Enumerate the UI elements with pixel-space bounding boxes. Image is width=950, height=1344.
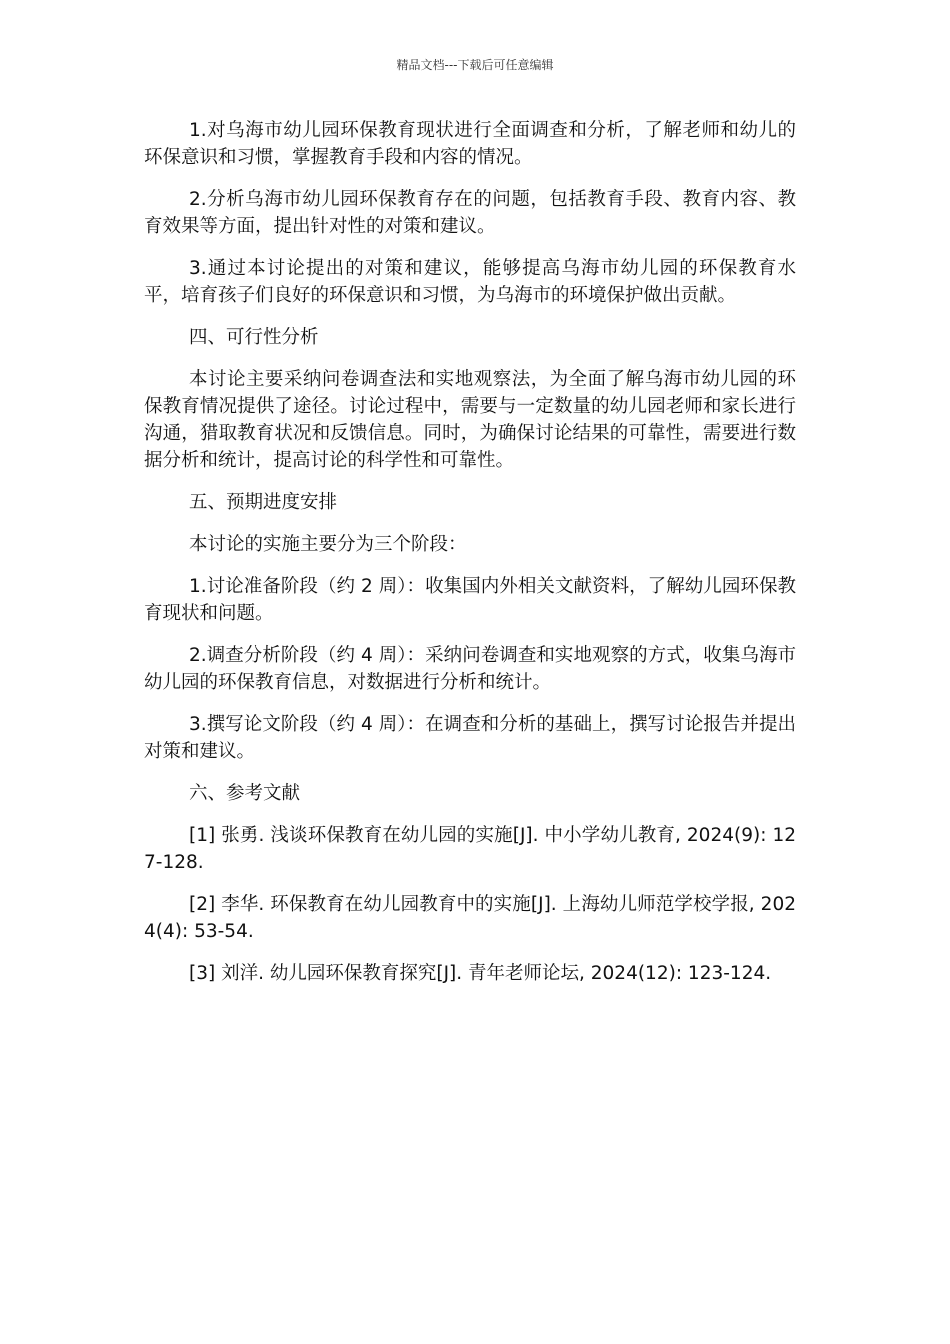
objective-item-2: 2.分析乌海市幼儿园环保教育存在的问题，包括教育手段、教育内容、教育效果等方面，提出针对性的对策和建议。	[144, 189, 796, 237]
section-heading-references: 六、参考文献	[189, 783, 301, 804]
document-body	[144, 117, 796, 1002]
reference-item-1: [1] 张勇. 浅谈环保教育在幼儿园的实施[J]. 中小学幼儿教育, 2024(9): 127-128.	[144, 825, 796, 873]
reference-item-2: [2] 李华. 环保教育在幼儿园教育中的实施[J]. 上海幼儿师范学校学报, 2024(4): 53-54.	[144, 894, 796, 942]
reference-item-3: [3] 刘洋. 幼儿园环保教育探究[J]. 青年老师论坛, 2024(12): 123-124.	[189, 963, 772, 984]
feasibility-paragraph: 本讨论主要采纳问卷调查法和实地观察法，为全面了解乌海市幼儿园的环保教育情况提供了途径。讨论过程中，需要与一定数量的幼儿园老师和家长进行沟通，猎取教育状况和反馈信息。同时，为确保讨论结果的可靠性，需要进行数据分析和统计，提高讨论的科学性和可靠性。	[144, 369, 796, 471]
schedule-intro: 本讨论的实施主要分为三个阶段：	[189, 534, 467, 555]
objective-item-3: 3.通过本讨论提出的对策和建议，能够提高乌海市幼儿园的环保教育水平，培育孩子们良好的环保意识和习惯，为乌海市的环境保护做出贡献。	[144, 258, 796, 306]
section-heading-schedule: 五、预期进度安排	[189, 492, 338, 513]
schedule-stage-1: 1.讨论准备阶段（约 2 周）：收集国内外相关文献资料，了解幼儿园环保教育现状和问题。	[144, 576, 796, 624]
section-heading-feasibility: 四、可行性分析	[189, 327, 319, 348]
page-header-note: 精品文档---下载后可任意编辑	[396, 58, 554, 72]
schedule-stage-2: 2.调查分析阶段（约 4 周）：采纳问卷调查和实地观察的方式，收集乌海市幼儿园的环保教育信息，对数据进行分析和统计。	[144, 645, 796, 693]
schedule-stage-3: 3.撰写论文阶段（约 4 周）：在调查和分析的基础上，撰写讨论报告并提出对策和建议。	[144, 714, 796, 762]
objective-item-1: 1.对乌海市幼儿园环保教育现状进行全面调查和分析，了解老师和幼儿的环保意识和习惯，掌握教育手段和内容的情况。	[144, 120, 796, 168]
